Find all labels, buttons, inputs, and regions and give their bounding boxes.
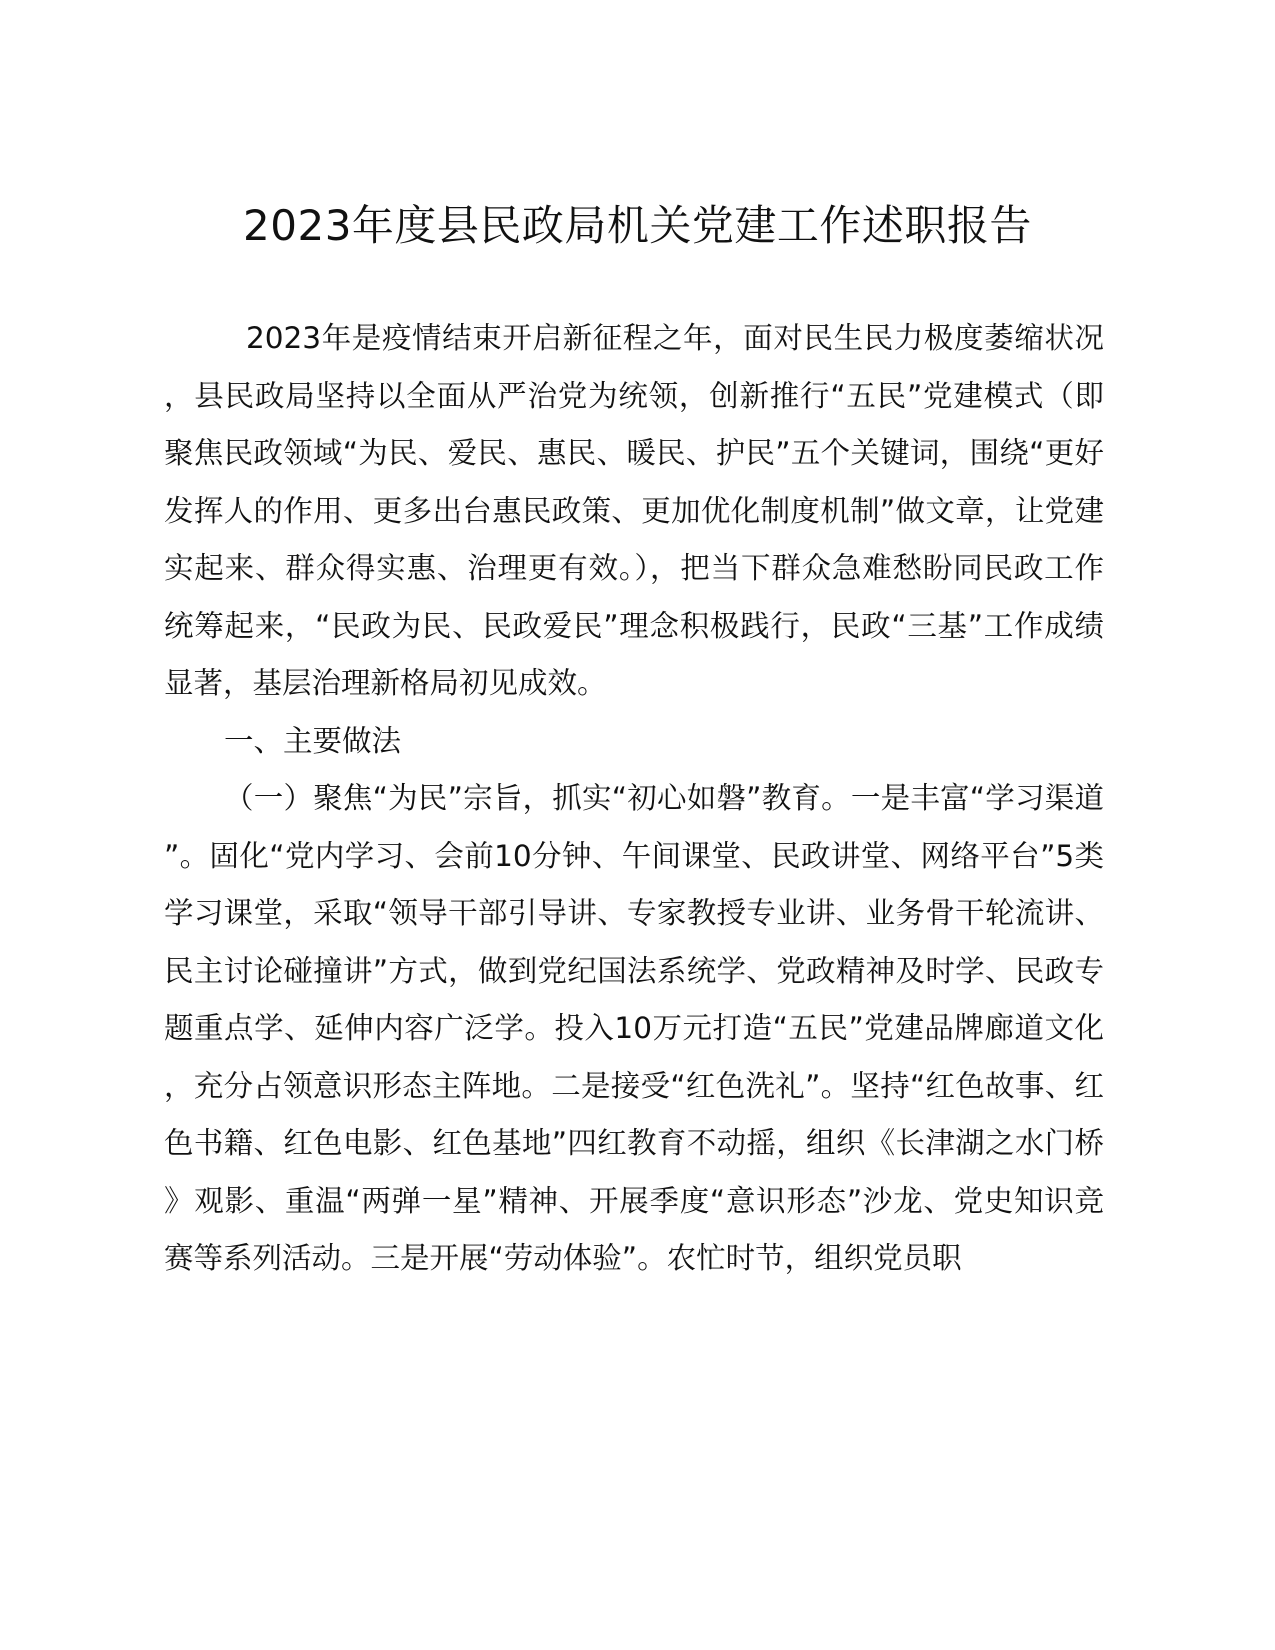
document-title: 2023年度县民政局机关党建工作述职报告 bbox=[243, 201, 1032, 250]
document-body bbox=[164, 310, 1104, 1288]
subsection-paragraph: （一）聚焦“为民”宗旨，抓实“初心如磐”教育。一是丰富“学习渠道”。固化“党内学习、会前10分钟、午间课堂、民政讲堂、网络平台”5类学习课堂，采取“领导干部引导讲、专家教授专业讲、业务骨干轮流讲、民主讨论碰撞讲”方式，做到党纪国法系统学、党政精神及时学、民政专题重点学、延伸内容广泛学。投入10万元打造“五民”党建品牌廊道文化，充分占领意识形态主阵地。二是接受“红色洗礼”。坚持“红色故事、红色书籍、红色电影、红色基地”四红教育不动摇，组织《长津湖之水门桥》观影、重温“两弹一星”精神、开展季度“意识形态”沙龙、党史知识竞赛等系列活动。三是开展“劳动体验”。农忙时节，组织党员职 bbox=[164, 781, 1104, 1275]
section-heading: 一、主要做法 bbox=[224, 723, 402, 758]
intro-paragraph: 2023年是疫情结束开启新征程之年，面对民生民力极度萎缩状况，县民政局坚持以全面从严治党为统领，创新推行“五民”党建模式（即聚焦民政领域“为民、爱民、惠民、暖民、护民”五个关键词，围绕“更好发挥人的作用、更多出台惠民政策、更加优化制度机制”做文章，让党建实起来、群众得实惠、治理更有效。），把当下群众急难愁盼同民政工作统筹起来，“民政为民、民政爱民”理念积极践行，民政“三基”工作成绩显著，基层治理新格局初见成效。 bbox=[164, 321, 1104, 700]
